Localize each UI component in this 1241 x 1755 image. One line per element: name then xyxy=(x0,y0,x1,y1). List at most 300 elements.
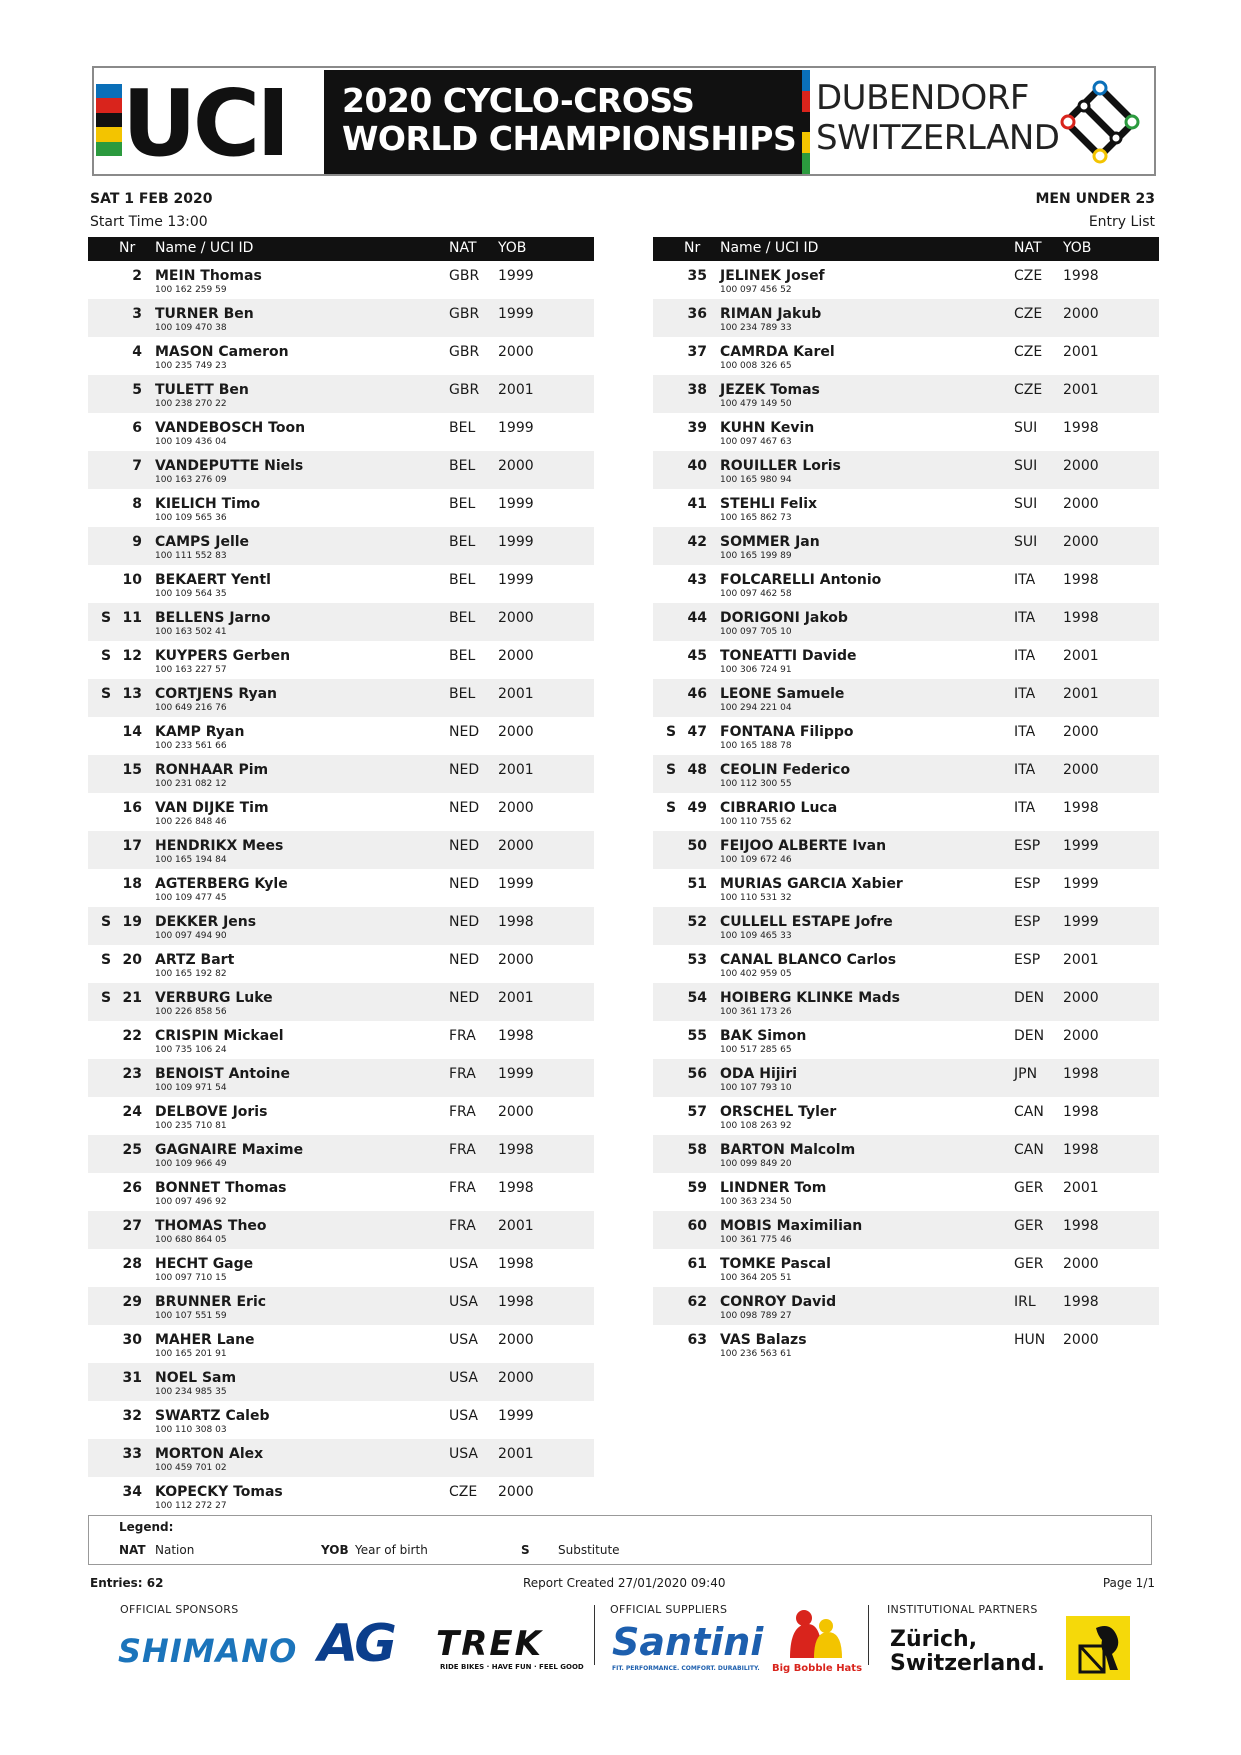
dubendorf-chain-logo-icon xyxy=(1058,80,1142,164)
table-row xyxy=(88,1325,594,1363)
rider-number: 2 xyxy=(132,268,142,284)
rider-nation: FRA xyxy=(449,1066,476,1082)
rider-uci-id: 100 235 749 23 xyxy=(155,361,227,371)
rider-uci-id: 100 097 710 15 xyxy=(155,1273,227,1283)
race-meta-left xyxy=(90,188,213,234)
table-row xyxy=(653,907,1159,945)
rider-nation: NED xyxy=(449,838,480,854)
legend-title: Legend: xyxy=(119,1520,174,1534)
rider-name: DORIGONI Jakob xyxy=(720,610,848,626)
rider-number: 40 xyxy=(687,458,707,474)
rider-year-of-birth: 1999 xyxy=(498,1408,534,1424)
table-row xyxy=(88,1249,594,1287)
rider-year-of-birth: 2000 xyxy=(498,838,534,854)
rider-nation: GBR xyxy=(449,306,480,322)
page-number: Page 1/1 xyxy=(1102,1576,1155,1590)
rider-name: TONEATTI Davide xyxy=(720,648,857,664)
rider-number: 9 xyxy=(132,534,142,550)
rider-year-of-birth: 2001 xyxy=(1063,382,1099,398)
rider-uci-id: 100 109 436 04 xyxy=(155,437,227,447)
rider-year-of-birth: 1999 xyxy=(1063,914,1099,930)
rider-year-of-birth: 1999 xyxy=(1063,838,1099,854)
table-row xyxy=(88,413,594,451)
official-suppliers-label: OFFICIAL SUPPLIERS xyxy=(610,1603,728,1616)
table-row xyxy=(88,945,594,983)
rider-number: 56 xyxy=(687,1066,707,1082)
rider-number: 20 xyxy=(122,952,142,968)
header-nr: Nr xyxy=(119,240,136,256)
rider-nation: ITA xyxy=(1014,610,1036,626)
rider-name: TULETT Ben xyxy=(155,382,249,398)
rider-name: VANDEPUTTE Niels xyxy=(155,458,304,474)
rider-name: MORTON Alex xyxy=(155,1446,264,1462)
rider-year-of-birth: 2000 xyxy=(1063,496,1099,512)
rider-nation: ITA xyxy=(1014,800,1036,816)
rider-uci-id: 100 361 173 26 xyxy=(720,1007,792,1017)
table-row xyxy=(88,755,594,793)
rider-number: 45 xyxy=(687,648,707,664)
rider-year-of-birth: 2000 xyxy=(498,1104,534,1120)
table-row xyxy=(653,717,1159,755)
report-created: Report Created 27/01/2020 09:40 xyxy=(523,1576,726,1590)
rider-name: BEKAERT Yentl xyxy=(155,572,271,588)
rider-name: KAMP Ryan xyxy=(155,724,245,740)
substitute-flag: S xyxy=(101,952,112,968)
rider-uci-id: 100 098 789 27 xyxy=(720,1311,792,1321)
rider-number: 54 xyxy=(687,990,707,1006)
rider-year-of-birth: 2000 xyxy=(498,610,534,626)
table-row xyxy=(88,1059,594,1097)
start-time: Start Time 13:00 xyxy=(90,214,208,230)
rider-uci-id: 100 226 858 56 xyxy=(155,1007,227,1017)
rider-uci-id: 100 361 775 46 xyxy=(720,1235,792,1245)
santini-logo: Santini xyxy=(612,1620,764,1664)
rider-number: 29 xyxy=(122,1294,142,1310)
rider-nation: ITA xyxy=(1014,648,1036,664)
rider-year-of-birth: 2001 xyxy=(498,762,534,778)
rider-uci-id: 100 112 272 27 xyxy=(155,1501,227,1511)
table-row xyxy=(88,869,594,907)
host-city xyxy=(816,78,1060,158)
zurich-logo xyxy=(890,1628,1045,1676)
rider-year-of-birth: 2000 xyxy=(1063,458,1099,474)
rider-year-of-birth: 1999 xyxy=(1063,876,1099,892)
table-row xyxy=(653,641,1159,679)
rider-year-of-birth: 2000 xyxy=(498,952,534,968)
rider-uci-id: 100 479 149 50 xyxy=(720,399,792,409)
legend-yob-key: YOB xyxy=(321,1543,349,1557)
rider-name: CULLELL ESTAPE Jofre xyxy=(720,914,893,930)
table-row xyxy=(653,679,1159,717)
rider-uci-id: 100 234 985 35 xyxy=(155,1387,227,1397)
rider-uci-id: 100 097 705 10 xyxy=(720,627,792,637)
rider-nation: ESP xyxy=(1014,914,1041,930)
rider-number: 3 xyxy=(132,306,142,322)
rider-number: 47 xyxy=(687,724,707,740)
table-row xyxy=(88,1287,594,1325)
rider-uci-id: 100 165 199 89 xyxy=(720,551,792,561)
rider-nation: BEL xyxy=(449,458,476,474)
rider-nation: GBR xyxy=(449,344,480,360)
rider-nation: CZE xyxy=(1014,344,1043,360)
table-row xyxy=(653,983,1159,1021)
rider-uci-id: 100 109 465 33 xyxy=(720,931,792,941)
rider-rows xyxy=(88,261,594,1515)
sponsor-divider xyxy=(868,1605,869,1665)
rider-year-of-birth: 2000 xyxy=(1063,1332,1099,1348)
rider-year-of-birth: 2001 xyxy=(498,382,534,398)
rider-year-of-birth: 1998 xyxy=(1063,420,1099,436)
table-row xyxy=(88,565,594,603)
rider-nation: JPN xyxy=(1014,1066,1038,1082)
table-row xyxy=(653,1059,1159,1097)
trek-tagline: RIDE BIKES · HAVE FUN · FEEL GOOD xyxy=(440,1663,584,1671)
rider-name: VAN DIJKE Tim xyxy=(155,800,269,816)
header-yob: YOB xyxy=(498,240,527,256)
rider-uci-id: 100 109 971 54 xyxy=(155,1083,227,1093)
rider-name: NOEL Sam xyxy=(155,1370,237,1386)
rider-name: VAS Balazs xyxy=(720,1332,807,1348)
rider-uci-id: 100 110 755 62 xyxy=(720,817,792,827)
rider-year-of-birth: 1998 xyxy=(498,1294,534,1310)
rider-number: 8 xyxy=(132,496,142,512)
rider-nation: USA xyxy=(449,1446,478,1462)
rider-nation: CZE xyxy=(1014,268,1043,284)
rider-number: 25 xyxy=(122,1142,142,1158)
rider-name: BONNET Thomas xyxy=(155,1180,287,1196)
rider-year-of-birth: 1999 xyxy=(498,496,534,512)
rider-name: BAK Simon xyxy=(720,1028,807,1044)
table-row xyxy=(88,983,594,1021)
rider-number: 34 xyxy=(122,1484,142,1500)
rider-uci-id: 100 109 672 46 xyxy=(720,855,792,865)
table-row xyxy=(88,793,594,831)
rider-name: BENOIST Antoine xyxy=(155,1066,290,1082)
rider-nation: USA xyxy=(449,1294,478,1310)
table-row xyxy=(88,679,594,717)
big-bobble-hats-logo-icon xyxy=(786,1608,846,1660)
substitute-flag: S xyxy=(101,610,112,626)
trek-logo: TREK xyxy=(436,1624,543,1664)
header-nat: NAT xyxy=(1014,240,1042,256)
legend-box xyxy=(88,1515,1152,1565)
rider-nation: CZE xyxy=(1014,382,1043,398)
rider-year-of-birth: 2000 xyxy=(1063,990,1099,1006)
rider-nation: ITA xyxy=(1014,686,1036,702)
rider-nation: ITA xyxy=(1014,762,1036,778)
table-row xyxy=(88,1363,594,1401)
rider-number: 28 xyxy=(122,1256,142,1272)
rider-name: BRUNNER Eric xyxy=(155,1294,267,1310)
rider-uci-id: 100 238 270 22 xyxy=(155,399,227,409)
table-row xyxy=(88,603,594,641)
rider-number: 49 xyxy=(687,800,707,816)
header-nat: NAT xyxy=(449,240,477,256)
rider-uci-id: 100 108 263 92 xyxy=(720,1121,792,1131)
rider-uci-id: 100 097 456 52 xyxy=(720,285,792,295)
rider-name: CIBRARIO Luca xyxy=(720,800,838,816)
rider-uci-id: 100 111 552 83 xyxy=(155,551,227,561)
entry-table-right xyxy=(653,237,1159,1363)
table-row xyxy=(653,413,1159,451)
table-row xyxy=(653,337,1159,375)
table-row xyxy=(653,375,1159,413)
rider-nation: ITA xyxy=(1014,724,1036,740)
rider-nation: ESP xyxy=(1014,838,1041,854)
table-row xyxy=(653,1097,1159,1135)
rider-name: LEONE Samuele xyxy=(720,686,845,702)
rider-number: 22 xyxy=(122,1028,142,1044)
rider-number: 55 xyxy=(687,1028,707,1044)
rider-number: 39 xyxy=(687,420,707,436)
substitute-flag: S xyxy=(666,724,677,740)
santini-tagline: FIT. PERFORMANCE. COMFORT. DURABILITY. xyxy=(612,1665,760,1672)
substitute-flag: S xyxy=(101,648,112,664)
rider-name: HOIBERG KLINKE Mads xyxy=(720,990,900,1006)
zurich-line1: Zürich, xyxy=(890,1627,978,1652)
rider-uci-id: 100 294 221 04 xyxy=(720,703,792,713)
rider-name: DEKKER Jens xyxy=(155,914,257,930)
header-name: Name / UCI ID xyxy=(155,240,254,256)
rider-number: 48 xyxy=(687,762,707,778)
rider-year-of-birth: 2000 xyxy=(498,458,534,474)
table-row xyxy=(653,755,1159,793)
rider-number: 30 xyxy=(122,1332,142,1348)
table-row xyxy=(653,489,1159,527)
table-row xyxy=(653,945,1159,983)
rider-name: KUHN Kevin xyxy=(720,420,815,436)
rider-nation: FRA xyxy=(449,1028,476,1044)
rider-nation: CZE xyxy=(1014,306,1043,322)
rider-nation: ITA xyxy=(1014,572,1036,588)
rider-name: KOPECKY Tomas xyxy=(155,1484,283,1500)
rider-uci-id: 100 097 496 92 xyxy=(155,1197,227,1207)
rider-nation: GER xyxy=(1014,1256,1044,1272)
rider-year-of-birth: 1999 xyxy=(498,306,534,322)
rider-year-of-birth: 1998 xyxy=(1063,800,1099,816)
rider-uci-id: 100 110 308 03 xyxy=(155,1425,227,1435)
rider-uci-id: 100 165 980 94 xyxy=(720,475,792,485)
rider-name: CAMPS Jelle xyxy=(155,534,250,550)
rider-uci-id: 100 234 789 33 xyxy=(720,323,792,333)
rider-nation: SUI xyxy=(1014,458,1038,474)
rider-uci-id: 100 163 276 09 xyxy=(155,475,227,485)
rider-number: 17 xyxy=(122,838,142,854)
rider-number: 63 xyxy=(687,1332,707,1348)
rider-year-of-birth: 2000 xyxy=(498,1370,534,1386)
rider-number: 38 xyxy=(687,382,707,398)
rider-uci-id: 100 226 848 46 xyxy=(155,817,227,827)
zurich-line2: Switzerland. xyxy=(890,1651,1045,1676)
rider-name: VANDEBOSCH Toon xyxy=(155,420,306,436)
table-row xyxy=(88,907,594,945)
rider-number: 16 xyxy=(122,800,142,816)
rider-year-of-birth: 2000 xyxy=(498,800,534,816)
rider-nation: BEL xyxy=(449,496,476,512)
shimano-logo: SHIMANO xyxy=(118,1632,298,1670)
table-header xyxy=(88,237,594,261)
rider-name: JELINEK Josef xyxy=(720,268,825,284)
rider-number: 4 xyxy=(132,344,142,360)
rider-uci-id: 100 110 531 32 xyxy=(720,893,792,903)
rider-year-of-birth: 1998 xyxy=(1063,1104,1099,1120)
rider-year-of-birth: 2000 xyxy=(498,344,534,360)
rider-year-of-birth: 2000 xyxy=(498,1484,534,1500)
table-row xyxy=(653,527,1159,565)
rider-name: THOMAS Theo xyxy=(155,1218,267,1234)
rider-number: 18 xyxy=(122,876,142,892)
table-row xyxy=(653,869,1159,907)
rider-year-of-birth: 2000 xyxy=(1063,534,1099,550)
table-row xyxy=(653,1211,1159,1249)
rider-name: CANAL BLANCO Carlos xyxy=(720,952,897,968)
rider-nation: GER xyxy=(1014,1180,1044,1196)
rider-number: 62 xyxy=(687,1294,707,1310)
table-row xyxy=(653,451,1159,489)
rider-number: 59 xyxy=(687,1180,707,1196)
rider-name: TURNER Ben xyxy=(155,306,254,322)
rider-name: STEHLI Felix xyxy=(720,496,818,512)
rider-uci-id: 100 231 082 12 xyxy=(155,779,227,789)
rider-uci-id: 100 680 864 05 xyxy=(155,1235,227,1245)
rider-number: 61 xyxy=(687,1256,707,1272)
rider-name: DELBOVE Joris xyxy=(155,1104,268,1120)
header-nr: Nr xyxy=(684,240,701,256)
rider-number: 46 xyxy=(687,686,707,702)
race-meta-right xyxy=(1036,188,1156,234)
table-row xyxy=(653,261,1159,299)
rider-nation: NED xyxy=(449,952,480,968)
table-row xyxy=(653,1135,1159,1173)
rider-year-of-birth: 1998 xyxy=(498,1180,534,1196)
rider-uci-id: 100 162 259 59 xyxy=(155,285,227,295)
rider-name: MURIAS GARCIA Xabier xyxy=(720,876,903,892)
legend-nat-key: NAT xyxy=(119,1543,146,1557)
table-header xyxy=(653,237,1159,261)
rider-year-of-birth: 2001 xyxy=(1063,344,1099,360)
header-yob: YOB xyxy=(1063,240,1092,256)
rider-year-of-birth: 1999 xyxy=(498,876,534,892)
rider-number: 43 xyxy=(687,572,707,588)
rider-year-of-birth: 1998 xyxy=(1063,610,1099,626)
rider-nation: CZE xyxy=(449,1484,478,1500)
rider-name: CORTJENS Ryan xyxy=(155,686,278,702)
rider-number: 7 xyxy=(132,458,142,474)
rider-number: 32 xyxy=(122,1408,142,1424)
rider-number: 35 xyxy=(687,268,707,284)
rider-uci-id: 100 306 724 91 xyxy=(720,665,792,675)
rider-year-of-birth: 2000 xyxy=(1063,306,1099,322)
rider-nation: USA xyxy=(449,1332,478,1348)
rider-name: TOMKE Pascal xyxy=(720,1256,831,1272)
rider-nation: BEL xyxy=(449,572,476,588)
legend-s-desc: Substitute xyxy=(558,1543,620,1557)
table-row xyxy=(88,1021,594,1059)
table-row xyxy=(88,1097,594,1135)
rider-number: 19 xyxy=(122,914,142,930)
rider-uci-id: 100 107 793 10 xyxy=(720,1083,792,1093)
rider-year-of-birth: 1998 xyxy=(498,1142,534,1158)
table-row xyxy=(88,1477,594,1515)
institutional-partners-label: INSTITUTIONAL PARTNERS xyxy=(887,1603,1038,1616)
sponsor-divider xyxy=(594,1605,595,1665)
rider-number: 13 xyxy=(122,686,142,702)
rider-name: VERBURG Luke xyxy=(155,990,273,1006)
rider-name: KUYPERS Gerben xyxy=(155,648,291,664)
header-name: Name / UCI ID xyxy=(720,240,819,256)
rider-year-of-birth: 2000 xyxy=(498,648,534,664)
rider-nation: BEL xyxy=(449,534,476,550)
rider-number: 53 xyxy=(687,952,707,968)
table-row xyxy=(653,793,1159,831)
substitute-flag: S xyxy=(666,800,677,816)
rider-name: KIELICH Timo xyxy=(155,496,261,512)
ag-logo: AG xyxy=(318,1614,393,1674)
substitute-flag: S xyxy=(101,990,112,1006)
rider-name: GAGNAIRE Maxime xyxy=(155,1142,304,1158)
rider-nation: BEL xyxy=(449,648,476,664)
host-city-line1: DUBENDORF xyxy=(816,78,1029,118)
rider-number: 57 xyxy=(687,1104,707,1120)
rider-year-of-birth: 1998 xyxy=(1063,1294,1099,1310)
rider-nation: USA xyxy=(449,1370,478,1386)
rider-uci-id: 100 163 227 57 xyxy=(155,665,227,675)
rider-uci-id: 100 165 862 73 xyxy=(720,513,792,523)
rider-number: 31 xyxy=(122,1370,142,1386)
rider-uci-id: 100 233 561 66 xyxy=(155,741,227,751)
rider-name: BELLENS Jarno xyxy=(155,610,271,626)
rider-nation: FRA xyxy=(449,1104,476,1120)
race-category: MEN UNDER 23 xyxy=(1035,191,1155,207)
rider-nation: DEN xyxy=(1014,990,1045,1006)
substitute-flag: S xyxy=(666,762,677,778)
table-row xyxy=(88,489,594,527)
rider-uci-id: 100 735 106 24 xyxy=(155,1045,227,1055)
rider-uci-id: 100 109 470 38 xyxy=(155,323,227,333)
event-title-line2: WORLD CHAMPIONSHIPS xyxy=(342,119,797,158)
rider-nation: IRL xyxy=(1014,1294,1036,1310)
rider-number: 6 xyxy=(132,420,142,436)
table-row xyxy=(88,1439,594,1477)
rider-number: 14 xyxy=(122,724,142,740)
rider-nation: ESP xyxy=(1014,876,1041,892)
rider-name: MAHER Lane xyxy=(155,1332,255,1348)
entries-count: Entries: 62 xyxy=(90,1576,164,1590)
rider-uci-id: 100 363 234 50 xyxy=(720,1197,792,1207)
rider-number: 27 xyxy=(122,1218,142,1234)
rider-name: BARTON Malcolm xyxy=(720,1142,856,1158)
rider-name: SOMMER Jan xyxy=(720,534,820,550)
rider-uci-id: 100 165 188 78 xyxy=(720,741,792,751)
substitute-flag: S xyxy=(101,686,112,702)
table-row xyxy=(88,451,594,489)
rider-nation: NED xyxy=(449,876,480,892)
rider-nation: NED xyxy=(449,914,480,930)
rider-year-of-birth: 2001 xyxy=(498,990,534,1006)
rider-year-of-birth: 2001 xyxy=(1063,1180,1099,1196)
table-row xyxy=(88,1211,594,1249)
rider-year-of-birth: 1999 xyxy=(498,1066,534,1082)
table-row xyxy=(653,1173,1159,1211)
rider-name: HECHT Gage xyxy=(155,1256,254,1272)
entry-table-left xyxy=(88,237,594,1515)
rider-uci-id: 100 517 285 65 xyxy=(720,1045,792,1055)
rider-year-of-birth: 2000 xyxy=(498,1332,534,1348)
rider-name: FEIJOO ALBERTE Ivan xyxy=(720,838,887,854)
rider-uci-id: 100 008 326 65 xyxy=(720,361,792,371)
uci-logo xyxy=(96,70,322,177)
rider-nation: DEN xyxy=(1014,1028,1045,1044)
